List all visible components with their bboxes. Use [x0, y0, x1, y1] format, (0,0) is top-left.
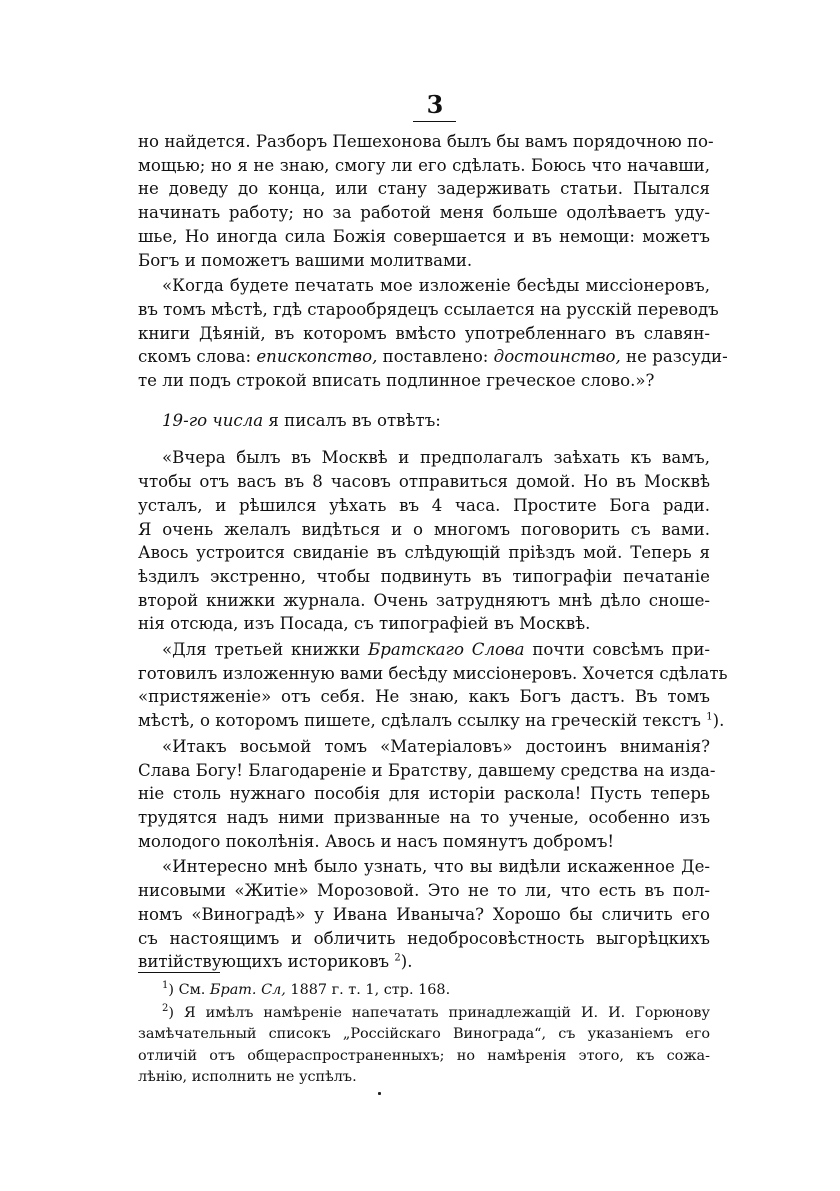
text-line	[138, 298, 719, 322]
text-line	[138, 446, 710, 470]
text-line	[138, 638, 710, 662]
text-segment: трудятся надъ ними призванные на то ученые, особенно изъ	[138, 807, 710, 827]
text-segment: замѣчательный списокъ „Россійскаго Винограда“, съ указаніемъ его	[138, 1026, 710, 1043]
text-line	[138, 980, 710, 1001]
text-segment: лѣнію, исполнить не успѣлъ.	[138, 1068, 357, 1085]
text-line	[138, 1003, 710, 1024]
paragraph-letter-materials	[138, 735, 716, 854]
paragraph-letter-moscow	[138, 446, 710, 636]
text-line	[138, 1024, 710, 1045]
text-segment: не разсуди-	[620, 347, 728, 367]
text-segment: нисовыми «Житіе» Морозовой. Это не то ли, что есть въ пол-	[138, 881, 710, 901]
text-segment: поставлено:	[377, 347, 494, 367]
text-segment: ) См.	[168, 982, 210, 998]
text-line	[138, 177, 710, 201]
text-line	[138, 782, 710, 806]
text-line	[138, 201, 710, 225]
paragraph-continuation	[138, 130, 714, 272]
text-segment: «Для третьей книжки	[162, 640, 369, 660]
page-number: 3	[426, 90, 444, 119]
text-line	[138, 249, 710, 273]
footnotes	[138, 980, 710, 1090]
footnote-marker: 1	[706, 711, 713, 723]
text-segment: но найдется. Разборъ Пешехонова былъ бы вамъ порядочною по-	[138, 132, 714, 151]
footnote-marker: 2	[394, 952, 401, 964]
text-line	[138, 735, 710, 759]
footnote-2	[138, 1003, 710, 1088]
footnote-1	[138, 980, 710, 1001]
emphasized-text: 19-го числа	[162, 410, 264, 430]
text-segment: Я очень желалъ видѣться и о многомъ поговорить съ вами.	[138, 519, 710, 539]
text-segment: Авось устроится свиданіе въ слѣдующій пріѣздъ мой. Теперь я	[138, 543, 710, 563]
paragraph-date-intro	[138, 409, 710, 433]
paragraph-quote-request	[138, 274, 728, 393]
text-line	[138, 685, 710, 709]
text-line	[138, 274, 710, 298]
text-segment: мощью; но я не знаю, смогу ли его сдѣлать. Боюсь что начавши,	[138, 155, 710, 175]
text-segment: ).	[400, 952, 413, 972]
text-segment: второй книжки журнала. Очень затрудняютъ мнѣ дѣло сноше-	[138, 590, 710, 610]
text-segment: молодого поколѣнія. Авось и насъ помянутъ добромъ!	[138, 831, 615, 851]
text-segment: я писалъ въ отвѣтъ:	[263, 410, 441, 430]
text-segment: книги Дѣяній, въ которомъ вмѣсто употребленнаго въ славян-	[138, 323, 710, 343]
text-segment: ) Я имѣлъ намѣреніе напечатать принадлежащій И. И. Горюнову	[168, 1005, 710, 1022]
text-line	[138, 369, 710, 393]
text-segment: витійствующихъ историковъ	[138, 952, 395, 972]
text-line	[138, 950, 710, 974]
text-segment: мѣстѣ, о которомъ пишете, сдѣлалъ ссылку на греческій текстъ	[138, 711, 707, 731]
text-segment: 1887 г. т. 1, стр. 168.	[285, 982, 451, 998]
text-line	[138, 225, 710, 249]
body-text	[138, 130, 728, 974]
text-segment: усталъ, и рѣшился уѣхать въ 4 часа. Простите Бога ради.	[138, 495, 710, 515]
text-line	[138, 589, 710, 613]
text-line	[138, 662, 728, 686]
text-line	[138, 130, 714, 154]
text-segment: съ настоящимъ и обличить недобросовѣстность выгорѣцкихъ	[138, 928, 710, 948]
text-segment: «пристяженіе» отъ себя. Не знаю, какъ Богъ дастъ. Въ томъ	[138, 687, 710, 707]
text-line	[138, 1046, 710, 1067]
footnote-marker: 2	[162, 1003, 169, 1015]
text-line	[138, 927, 710, 951]
text-line	[138, 879, 710, 903]
print-speck	[378, 1092, 381, 1095]
text-segment: скомъ слова:	[138, 347, 257, 367]
text-segment: те ли подъ строкой вписать подлинное греческое слово.»?	[138, 371, 655, 391]
footnote-marker: 1	[162, 980, 169, 992]
text-segment: начинать работу; но за работой меня больше одолѣваетъ уду-	[138, 203, 710, 223]
text-segment: «Интересно мнѣ было узнать, что вы видѣли искаженное Де-	[162, 857, 710, 877]
text-line	[138, 709, 725, 733]
text-line	[138, 759, 716, 783]
text-line	[138, 154, 710, 178]
text-line	[138, 830, 710, 854]
emphasized-text: достоинство,	[493, 347, 621, 367]
text-segment: чтобы отъ васъ въ 8 часовъ отправиться домой. Но въ Москвѣ	[138, 472, 710, 492]
text-line	[138, 409, 710, 433]
text-line	[138, 612, 710, 636]
paragraph-letter-vinograd	[138, 855, 710, 974]
emphasized-text: Братскаго Слова	[368, 640, 525, 660]
text-segment: Богъ и поможетъ вашими молитвами.	[138, 250, 473, 270]
text-line	[138, 541, 710, 565]
text-line	[138, 806, 710, 830]
text-segment: «Вчера былъ въ Москвѣ и предполагалъ заѣхать къ вамъ,	[162, 448, 710, 468]
text-line	[138, 518, 710, 542]
text-segment: въ томъ мѣстѣ, гдѣ старообрядецъ ссылается на русскій переводъ	[138, 299, 719, 319]
text-segment: номъ «Виноградѣ» у Ивана Иваныча? Хорошо бы сличить его	[138, 904, 710, 924]
text-line	[138, 1067, 710, 1088]
text-segment: ).	[712, 711, 725, 731]
text-line	[138, 565, 710, 589]
paragraph-letter-third-book	[138, 638, 728, 733]
text-line	[138, 855, 710, 879]
footnote-separator	[138, 972, 220, 973]
text-line	[138, 345, 728, 369]
text-line	[138, 322, 710, 346]
text-segment: шье, Но иногда сила Божія совершается и въ немощи: можетъ	[138, 226, 710, 246]
emphasized-text: епископство,	[256, 347, 378, 367]
text-segment: отличій отъ общераспространенныхъ; но намѣренія этого, къ сожа-	[138, 1047, 710, 1064]
text-segment: ніе столь нужнаго пособія для исторіи раскола! Пусть теперь	[138, 784, 710, 804]
text-segment: не доведу до конца, или стану задерживать статьи. Пытался	[138, 179, 710, 199]
text-line	[138, 470, 710, 494]
emphasized-text: Брат. Сл,	[209, 982, 286, 998]
text-segment: «Когда будете печатать мое изложеніе бесѣды миссіонеровъ,	[162, 276, 710, 296]
text-segment: Слава Богу! Благодареніе и Братству, давшему средства на изда-	[138, 760, 716, 780]
text-segment: почти совсѣмъ при-	[524, 640, 711, 660]
text-segment: «Итакъ восьмой томъ «Матеріаловъ» достоинъ вниманія?	[162, 736, 710, 756]
text-segment: готовилъ изложенную вами бесѣду миссіонеровъ. Хочется сдѣлать	[138, 663, 728, 683]
text-line	[138, 903, 710, 927]
page-number-underline	[413, 121, 456, 122]
text-segment: нія отсюда, изъ Посада, съ типографіей въ Москвѣ.	[138, 614, 591, 634]
text-segment: ѣздилъ экстренно, чтобы подвинуть въ типографіи печатаніе	[138, 566, 710, 586]
text-line	[138, 494, 710, 518]
